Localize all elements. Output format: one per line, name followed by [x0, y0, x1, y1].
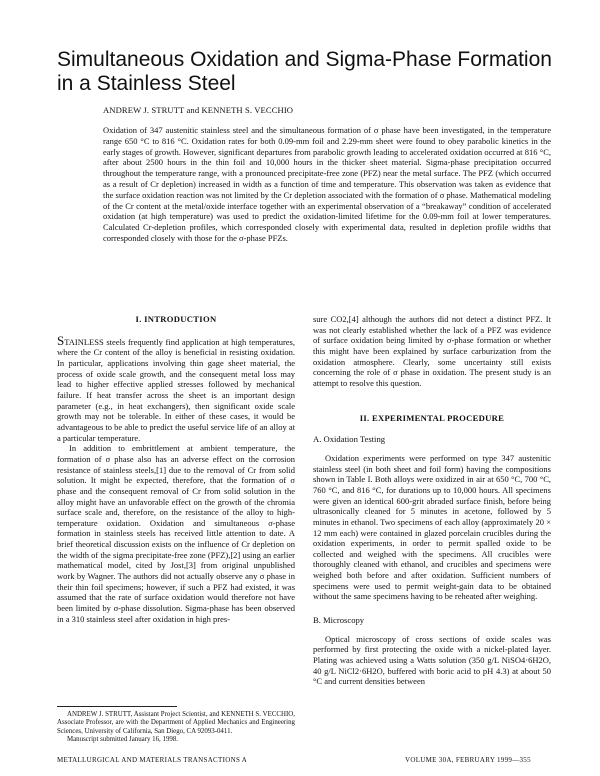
intro-paragraph-1-text: TAINLESS steels frequently find application at high temperatures, where the Cr content of the alloy is beneficial in resisting oxidation. In particular, applications involving thin gage sheet material, the process of oxide scale growth, and the consequent metal loss may lead to higher effective applied stresses followed by mechanical failure. If heat transfer across the sheet is an important design parameter (e.g., in heat exchangers), then significant oxide scale growth may not be tolerable. In either of these cases, it would be advantageous to be able to predict the useful service life of an alloy at a particular temperature.: [57, 336, 295, 443]
oxidation-testing-paragraph: Oxidation experiments were performed on type 347 austenitic stainless steel (in both sheet and foil form) having the compositions shown in Table I. Both alloys were oxidized in air at 650 °C, 700 °C, 760 °C, and 816 °C, for durations up to 10,000 hours. All specimens were given an identical 600-grit abraded surface finish, before being ultrasonically cleaned for 5 minutes in acetone, followed by 5 minutes in ethanol. Two specimens of each alloy (approximately 20 × 12 mm each) were contained in glazed porcelain crucibles during the oxidation experiments, in order to permit spalled oxide to be collected and weighed with the specimens. All crucibles were thoroughly cleaned with ethanol, and crucibles and specimens were weighed both before and after oxidation. Sufficient numbers of specimens were used to permit weight-gain data to be obtained without the same specimens having to be reheated after weighing.: [313, 452, 551, 602]
left-column: [57, 314, 295, 624]
section-heading-introduction: I. INTRODUCTION: [135, 314, 217, 324]
intro-paragraph-2: In addition to embrittlement at ambient temperature, the formation of σ phase also has an adverse effect on the corrosion resistance of stainless steels,[1] due to the removal of Cr from solid solution. It might be expected, therefore, that the formation of σ phase and the consequent removal of Cr from solid solution in the alloy might have an unfavorable effect on the growth of the chromia surface scale and, therefore, on the resistance of the alloy to high-temperature oxidation. Oxidation and simultaneous σ-phase formation in stainless steels has received little attention to date. A brief theoretical discussion exists on the influence of Cr depletion on the width of the sigma precipitate-free zone (PFZ),[2] using an earlier mathematical model, cited by Jost,[3] from original unpublished work by Wagner. The authors did not actually observe any σ phase in their thin foil specimens; however, if such a PFZ had existed, it was assumed that the rate of surface oxidation would therefore not have been limited by σ-phase dissolution. Sigma-phase has been observed in a 310 stainless steel after oxidation in high pres-: [57, 443, 295, 624]
running-footer-journal: METALLURGICAL AND MATERIALS TRANSACTIONS A: [57, 756, 248, 764]
paper-title: Simultaneous Oxidation and Sigma-Phase Formation in a Stainless Steel: [57, 48, 552, 95]
subsection-heading-oxidation-testing: A. Oxidation Testing: [313, 434, 386, 445]
subsection-heading-microscopy: B. Microscopy: [313, 615, 365, 626]
intro-paragraph-1: [57, 332, 295, 444]
footnote-submitted: Manuscript submitted January 16, 1998.: [67, 736, 179, 744]
abstract: Oxidation of 347 austenitic stainless steel and the simultaneous formation of σ phase have been investigated, in the temperature range 650 °C to 816 °C. Oxidation rates for both 0.09-mm foil and 2.29-mm sheet were found to obey parabolic kinetics in the early stages of growth. However, significant departures from parabolic growth leading to accelerated oxidation occurred at 816 °C, after about 2500 hours in the thin foil and 10,000 hours in the thicker sheet material. Sigma-phase precipitation occurred throughout the temperature range, with a pronounced precipitate-free zone (PFZ) near the metal surface. The PFZ (which occurred as a result of Cr depletion) increased in width as a function of time and temperature. This observation was taken as evidence that the surface oxidation reaction was not limited by the Cr depletion associated with the formation of σ phase. Mathematical modeling of the Cr content at the metal/oxide interface together with an experimental observation of a “breakaway” condition of accelerated oxidation (at high temperature) was used to predict the oxidation-limited lifetime for the 0.09-mm foil at lower temperatures. Calculated Cr-depletion profiles, which corresponded closely with experimental data, resulted in depletion profile widths that corresponded closely with those for the σ-phase PFZs.: [103, 125, 551, 243]
drop-cap: S: [57, 332, 65, 348]
right-column: [313, 314, 551, 687]
microscopy-paragraph: Optical microscopy of cross sections of oxide scales was performed by first protecting the oxide with a nickel-plated layer. Plating was achieved using a Watts solution (350 g/L NiSO4·6H2O, 40 g/L NiCl2·6H2O, buffered with boric acid to pH 4.3) at about 50 °C and current densities between: [313, 633, 551, 687]
intro-paragraph-3: sure CO2,[4] although the authors did not detect a distinct PFZ. It was not clearly established whether the lack of a PFZ was evidence of surface oxidation being limited by σ-phase formation or whether this might have been explained by surface carburization from the oxidation atmosphere. Clearly, some uncertainty still exists concerning the role of σ phase in oxidation. The present study is an attempt to resolve this question.: [313, 314, 551, 388]
author-footnote: [57, 706, 295, 745]
footnote-rule: [57, 706, 177, 707]
author-list: ANDREW J. STRUTT and KENNETH S. VECCHIO: [103, 105, 294, 115]
running-footer-volume-page: VOLUME 30A, FEBRUARY 1999—355: [405, 756, 531, 764]
section-heading-experimental: II. EXPERIMENTAL PROCEDURE: [359, 412, 505, 423]
footnote-affiliation: ANDREW J. STRUTT, Assistant Project Scientist, and KENNETH S. VECCHIO, Associate Professor, are with the Department of Applied Mechanics and Engineering Sciences, University of California, San Diego, CA 92093-0411.: [57, 711, 295, 735]
